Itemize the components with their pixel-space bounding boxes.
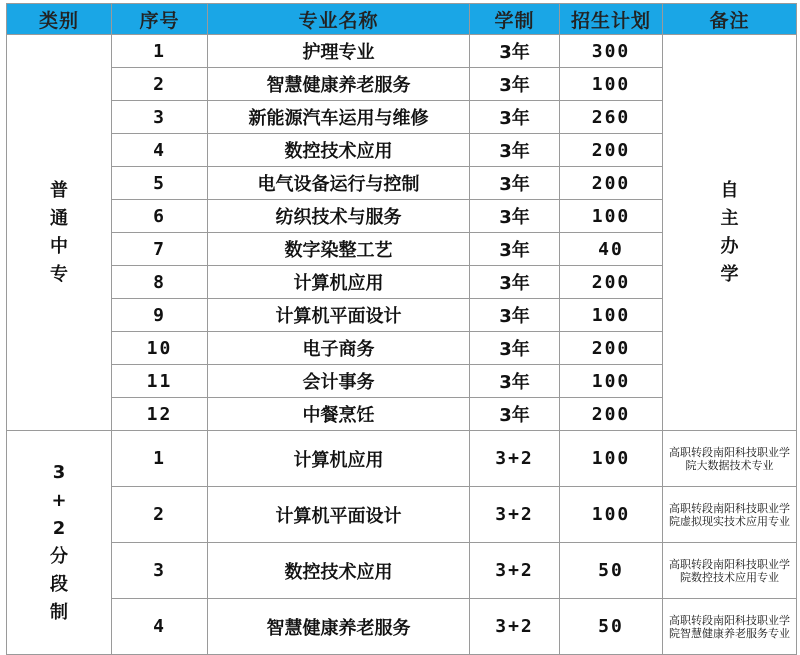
duration: 3年 [470,233,560,266]
duration: 3年 [470,167,560,200]
header-row [7,4,797,35]
table-row [7,35,797,68]
major-name: 纺织技术与服务 [208,200,470,233]
table-row [7,543,797,599]
enrollment-plan: 200 [560,134,663,167]
note-cell: 高职转段南阳科技职业学院虚拟现实技术应用专业 [663,487,797,543]
duration: 3年 [470,266,560,299]
duration: 3年 [470,332,560,365]
enrollment-table [6,3,797,655]
header-plan: 招生计划 [560,4,663,35]
header-duration: 学制 [470,4,560,35]
major-name: 电气设备运行与控制 [208,167,470,200]
row-number: 8 [112,266,208,299]
duration: 3+2 [470,599,560,655]
row-number: 9 [112,299,208,332]
major-name: 数字染整工艺 [208,233,470,266]
category-cell-joint [7,431,112,655]
category-label-joint: 3+2分段制 [50,461,68,623]
enrollment-plan: 300 [560,35,663,68]
major-name: 智慧健康养老服务 [208,68,470,101]
table-body [7,35,797,655]
note-cell-regular [663,35,797,431]
major-name: 数控技术应用 [208,134,470,167]
major-name: 计算机应用 [208,431,470,487]
row-number: 1 [112,431,208,487]
major-name: 新能源汽车运用与维修 [208,101,470,134]
table-row [7,487,797,543]
major-name: 智慧健康养老服务 [208,599,470,655]
major-name: 中餐烹饪 [208,398,470,431]
row-number: 11 [112,365,208,398]
note-label-regular: 自主办学 [720,179,739,285]
row-number: 3 [112,543,208,599]
duration: 3年 [470,398,560,431]
header-category: 类别 [7,4,112,35]
duration: 3年 [470,68,560,101]
enrollment-plan: 100 [560,431,663,487]
category-label-regular: 普通中专 [50,179,68,285]
row-number: 3 [112,101,208,134]
row-number: 6 [112,200,208,233]
row-number: 7 [112,233,208,266]
major-name: 护理专业 [208,35,470,68]
enrollment-plan: 200 [560,332,663,365]
duration: 3年 [470,134,560,167]
enrollment-plan: 100 [560,365,663,398]
note-cell: 高职转段南阳科技职业学院大数据技术专业 [663,431,797,487]
major-name: 会计事务 [208,365,470,398]
row-number: 2 [112,487,208,543]
enrollment-plan: 50 [560,599,663,655]
major-name: 数控技术应用 [208,543,470,599]
enrollment-plan: 260 [560,101,663,134]
enrollment-plan: 200 [560,266,663,299]
header-note: 备注 [663,4,797,35]
duration: 3年 [470,299,560,332]
enrollment-plan: 100 [560,487,663,543]
duration: 3年 [470,365,560,398]
duration: 3+2 [470,543,560,599]
row-number: 4 [112,134,208,167]
row-number: 1 [112,35,208,68]
major-name: 电子商务 [208,332,470,365]
duration: 3年 [470,101,560,134]
note-cell: 高职转段南阳科技职业学院智慧健康养老服务专业 [663,599,797,655]
enrollment-plan: 200 [560,167,663,200]
row-number: 12 [112,398,208,431]
enrollment-plan: 100 [560,200,663,233]
table-row [7,599,797,655]
duration: 3+2 [470,487,560,543]
table-row [7,431,797,487]
row-number: 10 [112,332,208,365]
duration: 3+2 [470,431,560,487]
enrollment-plan: 50 [560,543,663,599]
enrollment-plan: 100 [560,68,663,101]
major-name: 计算机平面设计 [208,299,470,332]
enrollment-plan: 200 [560,398,663,431]
enrollment-plan: 100 [560,299,663,332]
header-major-name: 专业名称 [208,4,470,35]
category-cell-regular [7,35,112,431]
duration: 3年 [470,35,560,68]
enrollment-plan: 40 [560,233,663,266]
note-cell: 高职转段南阳科技职业学院数控技术应用专业 [663,543,797,599]
row-number: 5 [112,167,208,200]
major-name: 计算机平面设计 [208,487,470,543]
row-number: 4 [112,599,208,655]
major-name: 计算机应用 [208,266,470,299]
duration: 3年 [470,200,560,233]
header-number: 序号 [112,4,208,35]
row-number: 2 [112,68,208,101]
